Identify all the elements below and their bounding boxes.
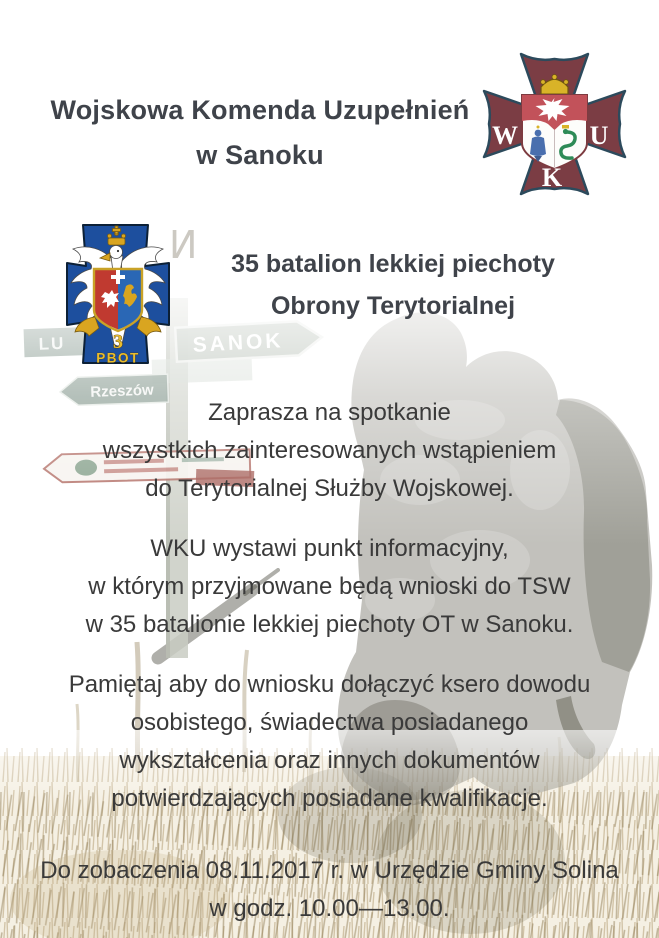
poster-body-text [0,372,659,938]
pbot-number: 3 [113,331,123,353]
battalion-title-line2: Obrony Terytorialnej [270,292,516,320]
wku-letter-u: U [589,121,609,150]
body-line: w 35 batalionie lekkiej piechoty OT w Sanoku. [85,611,574,638]
photo-faint-letter: И [169,223,198,267]
body-line: wykształcenia oraz innych dokumentów [119,747,540,774]
pbot-shield-icon [94,269,142,331]
body-line: Zaprasza na spotkanie [208,399,451,426]
wku-letter-k: K [541,163,563,192]
footer-line2: w godz. 10.00—13.00. [209,895,450,922]
org-name-line1: Wojskowa Komenda Uzupełnień [50,95,470,125]
body-line: wszystkich zainteresowanych wstąpieniem [102,437,557,464]
body-line: do Terytorialnej Służby Wojskowej. [145,475,514,502]
body-line: osobistego, świadectwa posiadanego [130,709,529,736]
body-line: Pamiętaj aby do wniosku dołączyć ksero dowodu [68,671,591,698]
battalion-title-line1: 35 batalion lekkiej piechoty [231,250,555,278]
body-line: potwierdzających posiadane kwalifikacje. [111,785,548,812]
wku-letter-w: W [492,121,518,150]
body-line: w którym przyjmowane będą wnioski do TSW [88,573,571,600]
pbot-label: PBOT [96,350,140,366]
footer-line1: Do zobaczenia 08.11.2017 r. w Urzędzie Gminy Solina [40,857,619,884]
wku-emblem [481,50,628,198]
page-title [40,88,480,178]
org-name-line2: w Sanoku [196,140,324,170]
wku-shield-icon [522,95,587,169]
pbot-emblem [63,222,173,366]
body-line: WKU wystawi punkt informacyjny, [150,535,509,562]
battalion-title [170,243,616,327]
